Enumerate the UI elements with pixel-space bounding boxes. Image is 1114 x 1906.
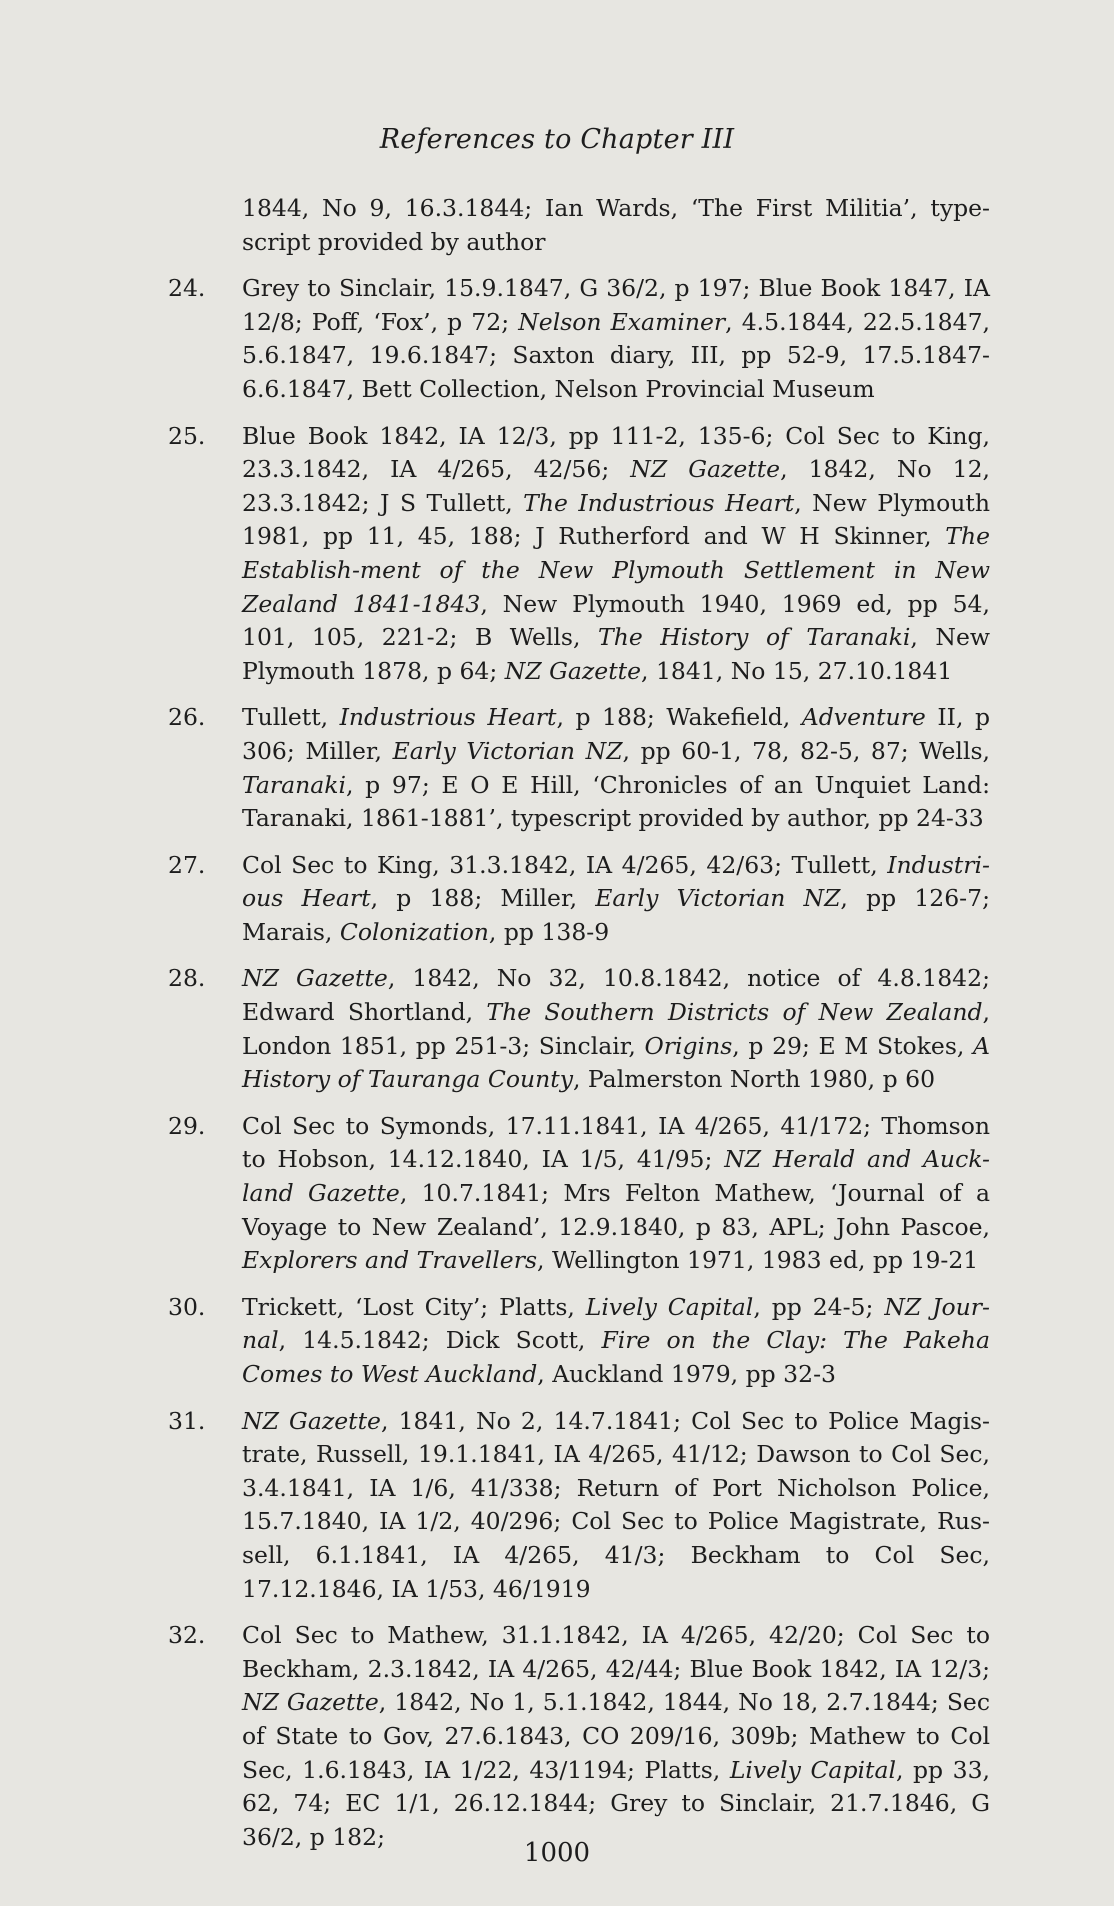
reference-text: Blue Book 1842, IA 12/3, pp 111-2, 135-6; Col Sec to King, 23.3.1842, IA 4/265, 42/56; NZ Gazette, 1842, No 12, 23.3.1842; J S Tullett, The Industrious Heart, New Plymouth 1981, pp 11, 45, 188; J Rutherford and W H Skinner, The Establish-ment of the New Plymouth Settlement in New Zealand 1841-1843, New Plymouth 1940, 1969 ed, pp 54, 101, 105, 221-2; B Wells, The History of Taranaki, New Plymouth 1878, p 64; NZ Gazette, 1841, No 15, 27.10.1841	[242, 421, 991, 685]
reference-number: 28.	[168, 964, 206, 993]
reference-text: Trickett, ‘Lost City’; Platts, Lively Capital, pp 24-5; NZ Jour-nal, 14.5.1842; Dick Scott, Fire on the Clay: The Pakeha Comes to West Auckland, Auckland 1979, pp 32-3	[242, 1292, 990, 1388]
reference-text: Tullett, Industrious Heart, p 188; Wakefield, Adventure II, p 306; Miller, Early Victorian NZ, pp 60-1, 78, 82-5, 87; Wells, Taranaki, p 97; E O E Hill, ‘Chronicles of an Unquiet Land: Taranaki, 1861-1881’, typescript provided by author, pp 24-33	[242, 703, 990, 833]
reference-text: Grey to Sinclair, 15.9.1847, G 36/2, p 197; Blue Book 1847, IA 12/8; Poff, ‘Fox’, p 72; Nelson Examiner, 4.5.1844, 22.5.1847, 5.6.1847, 19.6.1847; Saxton diary, III, pp 52-9, 17.5.1847-6.6.1847, Bett Collection, Nelson Provincial Museum	[242, 274, 990, 403]
page-title: References to Chapter III	[379, 124, 735, 155]
reference-item	[168, 420, 990, 689]
reference-item	[168, 1291, 990, 1392]
reference-item	[168, 192, 990, 259]
reference-number: 24.	[168, 274, 206, 303]
reference-item	[168, 1110, 990, 1278]
reference-item	[168, 701, 990, 835]
reference-item	[168, 849, 990, 950]
reference-text: NZ Gazette, 1842, No 32, 10.8.1842, notice of 4.8.1842; Edward Shortland, The Southern Districts of New Zealand, London 1851, pp 251-3; Sinclair, Origins, p 29; E M Stokes, A History of Tauranga County, Palmerston North 1980, p 60	[242, 964, 990, 1094]
reference-list	[168, 192, 990, 1867]
reference-text: Col Sec to Mathew, 31.1.1842, IA 4/265, 42/20; Col Sec to Beckham, 2.3.1842, IA 4/265, 42/44; Blue Book 1842, IA 12/3; NZ Gazette, 1842, No 1, 5.1.1842, 1844, No 18, 2.7.1844; Sec of State to Gov, 27.6.1843, CO 209/16, 309b; Mathew to Col Sec, 1.6.1843, IA 1/22, 43/1194; Platts, Lively Capital, pp 33, 62, 74; EC 1/1, 26.12.1844; Grey to Sinclair, 21.7.1846, G 36/2, p 182;	[242, 1621, 990, 1851]
reference-number: 26.	[168, 703, 206, 732]
reference-text: 1844, No 9, 16.3.1844; Ian Wards, ‘The First Militia’, type-script provided by author	[242, 194, 990, 256]
reference-item	[168, 1405, 990, 1607]
reference-number: 30.	[168, 1292, 206, 1321]
reference-number: 32.	[168, 1621, 206, 1650]
reference-text: Col Sec to Symonds, 17.11.1841, IA 4/265, 41/172; Thomson to Hobson, 14.12.1840, IA 1/5, 41/95; NZ Herald and Auck-land Gazette, 10.7.1841; Mrs Felton Mathew, ‘Journal of a Voyage to New Zealand’, 12.9.1840, p 83, APL; John Pascoe, Explorers and Travellers, Wellington 1971, 1983 ed, pp 19-21	[242, 1111, 991, 1275]
reference-text: Col Sec to King, 31.3.1842, IA 4/265, 42/63; Tullett, Industri-ous Heart, p 188; Miller, Early Victorian NZ, pp 126-7; Marais, Colonization, pp 138-9	[242, 850, 990, 946]
reference-number: 31.	[168, 1406, 206, 1435]
reference-text: NZ Gazette, 1841, No 2, 14.7.1841; Col Sec to Police Magis-trate, Russell, 19.1.1841, IA 4/265, 41/12; Dawson to Col Sec, 3.4.1841, IA 1/6, 41/338; Return of Port Nicholson Police, 15.7.1840, IA 1/2, 40/296; Col Sec to Police Magistrate, Rus-sell, 6.1.1841, IA 4/265, 41/3; Beckham to Col Sec, 17.12.1846, IA 1/53, 46/1919	[242, 1406, 990, 1603]
reference-number: 25.	[168, 421, 206, 450]
page-number: 1000	[523, 1838, 591, 1868]
reference-item	[168, 272, 990, 406]
reference-number: 29.	[168, 1111, 206, 1140]
reference-item	[168, 962, 990, 1096]
reference-item	[168, 1619, 990, 1854]
reference-number: 27.	[168, 850, 206, 879]
